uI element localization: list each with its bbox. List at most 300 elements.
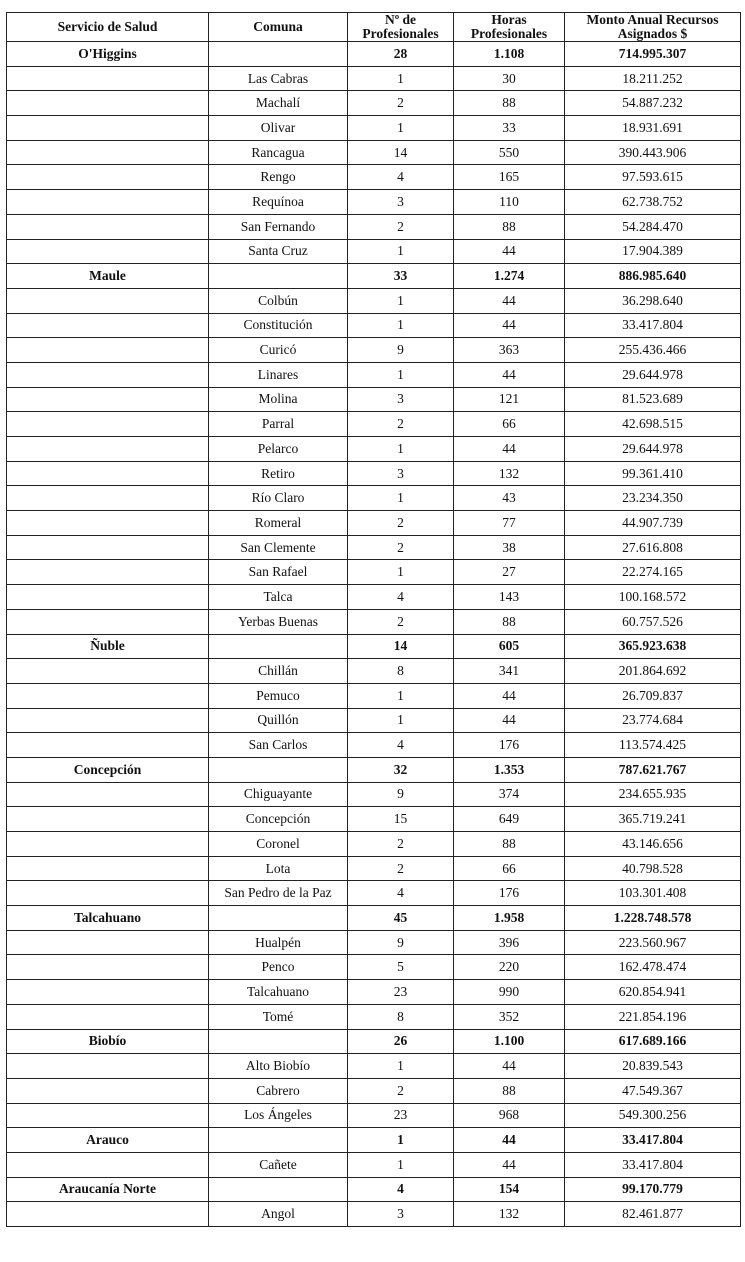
table-row [7, 807, 741, 832]
cell-comuna: Talca [209, 585, 348, 610]
cell-servicio [7, 659, 209, 684]
cell-servicio [7, 437, 209, 462]
header-monto-line2: Asignados $ [617, 26, 688, 41]
cell-servicio [7, 511, 209, 536]
cell-monto: 47.549.367 [565, 1078, 741, 1103]
table-row [7, 1152, 741, 1177]
cell-servicio [7, 239, 209, 264]
cell-comuna [209, 42, 348, 67]
cell-profesionales: 28 [348, 42, 454, 67]
cell-profesionales: 5 [348, 955, 454, 980]
table-row [7, 683, 741, 708]
cell-monto: 886.985.640 [565, 264, 741, 289]
cell-servicio [7, 807, 209, 832]
cell-profesionales: 1 [348, 116, 454, 141]
cell-servicio [7, 1152, 209, 1177]
cell-servicio [7, 362, 209, 387]
cell-comuna: Coronel [209, 832, 348, 857]
cell-comuna: Machalí [209, 91, 348, 116]
cell-horas: 121 [454, 387, 565, 412]
service-total-row [7, 906, 741, 931]
cell-servicio [7, 980, 209, 1005]
cell-profesionales: 9 [348, 930, 454, 955]
cell-comuna: Linares [209, 362, 348, 387]
cell-servicio: Ñuble [7, 634, 209, 659]
cell-horas: 44 [454, 1054, 565, 1079]
cell-profesionales: 3 [348, 387, 454, 412]
cell-servicio [7, 387, 209, 412]
cell-monto: 255.436.466 [565, 338, 741, 363]
cell-servicio [7, 486, 209, 511]
cell-comuna: San Clemente [209, 535, 348, 560]
table-row [7, 116, 741, 141]
cell-horas: 341 [454, 659, 565, 684]
table-row [7, 338, 741, 363]
table-row [7, 856, 741, 881]
cell-profesionales: 3 [348, 461, 454, 486]
cell-comuna: Yerbas Buenas [209, 609, 348, 634]
service-total-row [7, 634, 741, 659]
cell-comuna [209, 757, 348, 782]
cell-profesionales: 2 [348, 535, 454, 560]
cell-comuna: Hualpén [209, 930, 348, 955]
cell-servicio [7, 535, 209, 560]
cell-profesionales: 1 [348, 708, 454, 733]
cell-monto: 97.593.615 [565, 165, 741, 190]
table-row [7, 387, 741, 412]
cell-comuna: Rancagua [209, 140, 348, 165]
table-row [7, 288, 741, 313]
cell-profesionales: 4 [348, 733, 454, 758]
cell-monto: 201.864.692 [565, 659, 741, 684]
cell-comuna: Curicó [209, 338, 348, 363]
cell-monto: 27.616.808 [565, 535, 741, 560]
cell-profesionales: 45 [348, 906, 454, 931]
table-row [7, 782, 741, 807]
cell-horas: 363 [454, 338, 565, 363]
cell-monto: 787.621.767 [565, 757, 741, 782]
resources-table [6, 12, 741, 1227]
cell-comuna: San Rafael [209, 560, 348, 585]
cell-monto: 60.757.526 [565, 609, 741, 634]
cell-comuna: Los Ángeles [209, 1103, 348, 1128]
cell-horas: 132 [454, 461, 565, 486]
cell-monto: 17.904.389 [565, 239, 741, 264]
cell-monto: 82.461.877 [565, 1202, 741, 1227]
cell-comuna: Colbún [209, 288, 348, 313]
cell-monto: 99.170.779 [565, 1177, 741, 1202]
cell-monto: 81.523.689 [565, 387, 741, 412]
cell-profesionales: 2 [348, 832, 454, 857]
cell-profesionales: 1 [348, 288, 454, 313]
cell-comuna: San Pedro de la Paz [209, 881, 348, 906]
cell-profesionales: 2 [348, 91, 454, 116]
table-row [7, 881, 741, 906]
cell-profesionales: 2 [348, 214, 454, 239]
cell-comuna: Río Claro [209, 486, 348, 511]
cell-horas: 396 [454, 930, 565, 955]
table-row [7, 585, 741, 610]
cell-horas: 44 [454, 239, 565, 264]
table-row [7, 66, 741, 91]
cell-monto: 234.655.935 [565, 782, 741, 807]
cell-monto: 40.798.528 [565, 856, 741, 881]
table-row [7, 980, 741, 1005]
cell-servicio: O'Higgins [7, 42, 209, 67]
cell-servicio [7, 214, 209, 239]
service-total-row [7, 264, 741, 289]
cell-servicio: Biobío [7, 1029, 209, 1054]
cell-horas: 374 [454, 782, 565, 807]
cell-comuna: Molina [209, 387, 348, 412]
service-total-row [7, 42, 741, 67]
cell-profesionales: 4 [348, 585, 454, 610]
table-row [7, 832, 741, 857]
cell-monto: 26.709.837 [565, 683, 741, 708]
cell-servicio [7, 1004, 209, 1029]
service-total-row [7, 1029, 741, 1054]
cell-horas: 38 [454, 535, 565, 560]
cell-monto: 99.361.410 [565, 461, 741, 486]
cell-profesionales: 9 [348, 338, 454, 363]
cell-monto: 33.417.804 [565, 313, 741, 338]
cell-comuna: Cabrero [209, 1078, 348, 1103]
cell-comuna: Chillán [209, 659, 348, 684]
table-row [7, 412, 741, 437]
cell-horas: 352 [454, 1004, 565, 1029]
cell-profesionales: 1 [348, 362, 454, 387]
cell-profesionales: 2 [348, 856, 454, 881]
cell-horas: 88 [454, 214, 565, 239]
cell-servicio [7, 1202, 209, 1227]
cell-comuna: San Carlos [209, 733, 348, 758]
table-row [7, 1103, 741, 1128]
cell-profesionales: 3 [348, 190, 454, 215]
service-total-row [7, 1128, 741, 1153]
cell-servicio: Talcahuano [7, 906, 209, 931]
cell-servicio [7, 91, 209, 116]
table-row [7, 535, 741, 560]
table-row [7, 930, 741, 955]
cell-profesionales: 1 [348, 1152, 454, 1177]
cell-monto: 100.168.572 [565, 585, 741, 610]
cell-horas: 33 [454, 116, 565, 141]
cell-servicio [7, 609, 209, 634]
cell-horas: 990 [454, 980, 565, 1005]
cell-servicio [7, 1078, 209, 1103]
header-horas-line2: Profesionales [470, 26, 548, 41]
cell-profesionales: 4 [348, 1177, 454, 1202]
cell-comuna: Pelarco [209, 437, 348, 462]
table-row [7, 461, 741, 486]
cell-comuna: Alto Biobío [209, 1054, 348, 1079]
cell-monto: 549.300.256 [565, 1103, 741, 1128]
cell-servicio [7, 881, 209, 906]
cell-servicio [7, 955, 209, 980]
cell-profesionales: 33 [348, 264, 454, 289]
cell-profesionales: 23 [348, 980, 454, 1005]
cell-profesionales: 32 [348, 757, 454, 782]
cell-servicio [7, 165, 209, 190]
header-horas-line1: Horas [491, 12, 527, 27]
table-row [7, 1004, 741, 1029]
cell-comuna: Penco [209, 955, 348, 980]
cell-monto: 714.995.307 [565, 42, 741, 67]
cell-profesionales: 1 [348, 66, 454, 91]
table-row [7, 1202, 741, 1227]
cell-monto: 18.931.691 [565, 116, 741, 141]
cell-horas: 968 [454, 1103, 565, 1128]
table-row [7, 140, 741, 165]
cell-monto: 29.644.978 [565, 437, 741, 462]
cell-monto: 390.443.906 [565, 140, 741, 165]
cell-monto: 18.211.252 [565, 66, 741, 91]
cell-horas: 44 [454, 362, 565, 387]
cell-horas: 44 [454, 708, 565, 733]
cell-horas: 44 [454, 313, 565, 338]
cell-comuna: Tomé [209, 1004, 348, 1029]
table-body [7, 42, 741, 1227]
cell-profesionales: 23 [348, 1103, 454, 1128]
cell-comuna: Angol [209, 1202, 348, 1227]
cell-horas: 1.353 [454, 757, 565, 782]
cell-servicio: Concepción [7, 757, 209, 782]
cell-monto: 44.907.739 [565, 511, 741, 536]
cell-servicio [7, 140, 209, 165]
cell-profesionales: 14 [348, 634, 454, 659]
cell-comuna [209, 264, 348, 289]
cell-profesionales: 2 [348, 412, 454, 437]
cell-horas: 44 [454, 1152, 565, 1177]
header-servicio: Servicio de Salud [7, 13, 209, 42]
cell-horas: 1.100 [454, 1029, 565, 1054]
table-row [7, 659, 741, 684]
cell-horas: 88 [454, 1078, 565, 1103]
cell-servicio [7, 930, 209, 955]
cell-servicio: Arauco [7, 1128, 209, 1153]
cell-profesionales: 3 [348, 1202, 454, 1227]
cell-horas: 66 [454, 412, 565, 437]
cell-comuna [209, 1029, 348, 1054]
cell-comuna: Las Cabras [209, 66, 348, 91]
cell-servicio [7, 313, 209, 338]
cell-horas: 220 [454, 955, 565, 980]
cell-profesionales: 1 [348, 560, 454, 585]
cell-comuna: San Fernando [209, 214, 348, 239]
cell-profesionales: 9 [348, 782, 454, 807]
cell-horas: 44 [454, 683, 565, 708]
cell-horas: 649 [454, 807, 565, 832]
cell-monto: 162.478.474 [565, 955, 741, 980]
cell-monto: 62.738.752 [565, 190, 741, 215]
cell-comuna: Lota [209, 856, 348, 881]
cell-profesionales: 8 [348, 659, 454, 684]
cell-horas: 605 [454, 634, 565, 659]
table-row [7, 1078, 741, 1103]
cell-profesionales: 2 [348, 609, 454, 634]
cell-comuna: Constitución [209, 313, 348, 338]
cell-horas: 66 [454, 856, 565, 881]
cell-comuna: Romeral [209, 511, 348, 536]
cell-servicio [7, 338, 209, 363]
cell-servicio [7, 288, 209, 313]
cell-comuna: Olivar [209, 116, 348, 141]
table-row [7, 1054, 741, 1079]
header-profesionales-line2: Profesionales [362, 26, 439, 41]
table-row [7, 708, 741, 733]
cell-servicio [7, 832, 209, 857]
cell-monto: 29.644.978 [565, 362, 741, 387]
table-row [7, 437, 741, 462]
cell-servicio: Araucanía Norte [7, 1177, 209, 1202]
cell-horas: 154 [454, 1177, 565, 1202]
cell-profesionales: 1 [348, 313, 454, 338]
service-total-row [7, 1177, 741, 1202]
cell-profesionales: 8 [348, 1004, 454, 1029]
table-row [7, 486, 741, 511]
table-header [7, 13, 741, 42]
cell-horas: 1.274 [454, 264, 565, 289]
cell-horas: 550 [454, 140, 565, 165]
cell-servicio [7, 190, 209, 215]
cell-monto: 33.417.804 [565, 1152, 741, 1177]
cell-horas: 176 [454, 881, 565, 906]
cell-servicio [7, 585, 209, 610]
cell-comuna: Cañete [209, 1152, 348, 1177]
table-row [7, 190, 741, 215]
cell-comuna: Retiro [209, 461, 348, 486]
cell-profesionales: 1 [348, 683, 454, 708]
cell-horas: 1.108 [454, 42, 565, 67]
cell-comuna: Pemuco [209, 683, 348, 708]
cell-comuna [209, 1177, 348, 1202]
table-row [7, 733, 741, 758]
cell-comuna [209, 634, 348, 659]
table-row [7, 214, 741, 239]
cell-servicio [7, 66, 209, 91]
cell-servicio [7, 412, 209, 437]
table-row [7, 313, 741, 338]
header-profesionales-line1: Nº de [384, 12, 417, 27]
cell-horas: 176 [454, 733, 565, 758]
cell-profesionales: 4 [348, 165, 454, 190]
cell-horas: 1.958 [454, 906, 565, 931]
cell-comuna: Requínoa [209, 190, 348, 215]
cell-horas: 44 [454, 437, 565, 462]
cell-servicio [7, 683, 209, 708]
cell-comuna [209, 1128, 348, 1153]
cell-profesionales: 2 [348, 511, 454, 536]
cell-horas: 88 [454, 832, 565, 857]
cell-comuna: Concepción [209, 807, 348, 832]
cell-monto: 223.560.967 [565, 930, 741, 955]
cell-horas: 77 [454, 511, 565, 536]
cell-monto: 54.887.232 [565, 91, 741, 116]
header-comuna: Comuna [209, 13, 348, 42]
cell-monto: 620.854.941 [565, 980, 741, 1005]
cell-comuna: Santa Cruz [209, 239, 348, 264]
cell-monto: 365.923.638 [565, 634, 741, 659]
cell-monto: 23.774.684 [565, 708, 741, 733]
cell-profesionales: 26 [348, 1029, 454, 1054]
cell-horas: 110 [454, 190, 565, 215]
cell-horas: 143 [454, 585, 565, 610]
cell-monto: 617.689.166 [565, 1029, 741, 1054]
table-row [7, 165, 741, 190]
cell-horas: 165 [454, 165, 565, 190]
cell-horas: 88 [454, 609, 565, 634]
cell-horas: 30 [454, 66, 565, 91]
cell-monto: 365.719.241 [565, 807, 741, 832]
cell-servicio [7, 1103, 209, 1128]
service-total-row [7, 757, 741, 782]
cell-monto: 43.146.656 [565, 832, 741, 857]
cell-comuna: Parral [209, 412, 348, 437]
cell-comuna: Quillón [209, 708, 348, 733]
cell-monto: 42.698.515 [565, 412, 741, 437]
cell-servicio: Maule [7, 264, 209, 289]
cell-monto: 23.234.350 [565, 486, 741, 511]
cell-servicio [7, 708, 209, 733]
cell-profesionales: 1 [348, 486, 454, 511]
cell-servicio [7, 733, 209, 758]
cell-horas: 132 [454, 1202, 565, 1227]
table-row [7, 609, 741, 634]
cell-horas: 43 [454, 486, 565, 511]
table-row [7, 362, 741, 387]
cell-comuna: Rengo [209, 165, 348, 190]
cell-servicio [7, 1054, 209, 1079]
cell-profesionales: 15 [348, 807, 454, 832]
cell-monto: 103.301.408 [565, 881, 741, 906]
cell-profesionales: 1 [348, 239, 454, 264]
table-row [7, 91, 741, 116]
cell-monto: 113.574.425 [565, 733, 741, 758]
table-row [7, 955, 741, 980]
table-row [7, 560, 741, 585]
cell-monto: 54.284.470 [565, 214, 741, 239]
cell-horas: 88 [454, 91, 565, 116]
header-horas [454, 13, 565, 42]
cell-horas: 27 [454, 560, 565, 585]
cell-monto: 22.274.165 [565, 560, 741, 585]
cell-horas: 44 [454, 288, 565, 313]
table-row [7, 239, 741, 264]
header-profesionales [348, 13, 454, 42]
cell-servicio [7, 856, 209, 881]
cell-monto: 36.298.640 [565, 288, 741, 313]
cell-horas: 44 [454, 1128, 565, 1153]
cell-servicio [7, 461, 209, 486]
cell-profesionales: 4 [348, 881, 454, 906]
cell-profesionales: 1 [348, 437, 454, 462]
cell-comuna: Talcahuano [209, 980, 348, 1005]
cell-comuna: Chiguayante [209, 782, 348, 807]
cell-profesionales: 1 [348, 1128, 454, 1153]
cell-profesionales: 14 [348, 140, 454, 165]
header-monto [565, 13, 741, 42]
cell-servicio [7, 782, 209, 807]
cell-monto: 33.417.804 [565, 1128, 741, 1153]
cell-servicio [7, 560, 209, 585]
cell-servicio [7, 116, 209, 141]
header-monto-line1: Monto Anual Recursos [586, 12, 719, 27]
cell-monto: 1.228.748.578 [565, 906, 741, 931]
table-row [7, 511, 741, 536]
cell-profesionales: 1 [348, 1054, 454, 1079]
cell-monto: 20.839.543 [565, 1054, 741, 1079]
cell-comuna [209, 906, 348, 931]
